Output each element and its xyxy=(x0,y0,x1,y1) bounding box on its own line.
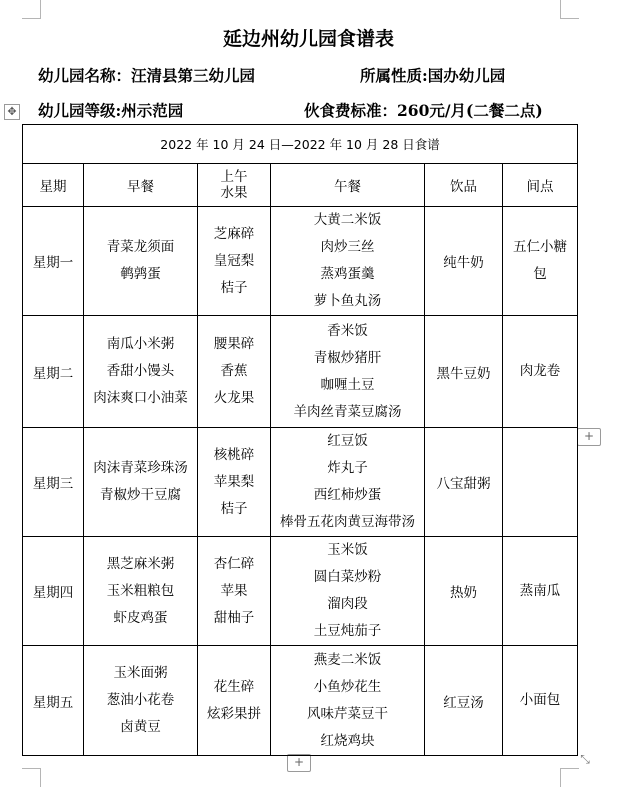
lunch-cell: 红豆饭 炸丸子 西红柿炒蛋 棒骨五花肉黄豆海带汤 xyxy=(271,428,425,537)
header-lunch: 午餐 xyxy=(271,164,425,207)
breakfast-cell: 玉米面粥 葱油小花卷 卤黄豆 xyxy=(84,646,198,756)
header-fruit: 上午 水果 xyxy=(198,164,271,207)
lunch-cell: 大黄二米饭 肉炒三丝 蒸鸡蛋羹 萝卜鱼丸汤 xyxy=(271,207,425,316)
page-corner-mark xyxy=(22,0,41,19)
meal-fee-standard: 伙食费标准：260元/月(二餐二点) xyxy=(304,101,543,120)
breakfast-cell: 南瓜小米粥 香甜小馒头 肉沫爽口小油菜 xyxy=(84,316,198,428)
kindergarten-level: 幼儿园等级:州示范园 xyxy=(38,101,184,120)
fruit-cell: 腰果碎 香蕉 火龙果 xyxy=(198,316,271,428)
snack-cell: 蒸南瓜 xyxy=(503,537,578,646)
table-row xyxy=(23,537,578,646)
day-cell: 星期五 xyxy=(23,646,84,756)
page-corner-mark xyxy=(560,768,579,787)
lunch-cell: 玉米饭 圆白菜炒粉 溜肉段 土豆炖茄子 xyxy=(271,537,425,646)
snack-cell xyxy=(503,428,578,537)
table-move-handle-icon[interactable]: ✥ xyxy=(4,104,20,120)
header-drink: 饮品 xyxy=(425,164,503,207)
table-row xyxy=(23,207,578,316)
day-cell: 星期一 xyxy=(23,207,84,316)
menu-period: 2022 年 10 月 24 日—2022 年 10 月 28 日食谱 xyxy=(23,125,578,164)
snack-cell: 五仁小糖 包 xyxy=(503,207,578,316)
header-day: 星期 xyxy=(23,164,84,207)
breakfast-cell: 肉沫青菜珍珠汤 青椒炒干豆腐 xyxy=(84,428,198,537)
snack-cell: 小面包 xyxy=(503,646,578,756)
drink-cell: 热奶 xyxy=(425,537,503,646)
page-corner-mark xyxy=(22,768,41,787)
drink-cell: 八宝甜粥 xyxy=(425,428,503,537)
fruit-cell: 核桃碎 苹果梨 桔子 xyxy=(198,428,271,537)
drink-cell: 纯牛奶 xyxy=(425,207,503,316)
page-corner-mark xyxy=(560,0,579,19)
add-column-button[interactable]: + xyxy=(577,428,601,446)
day-cell: 星期三 xyxy=(23,428,84,537)
snack-cell: 肉龙卷 xyxy=(503,316,578,428)
lunch-cell: 燕麦二米饭 小鱼炒花生 风味芹菜豆干 红烧鸡块 xyxy=(271,646,425,756)
kindergarten-name: 幼儿园名称：汪清县第三幼儿园 xyxy=(38,66,256,85)
fruit-cell: 杏仁碎 苹果 甜柚子 xyxy=(198,537,271,646)
header-snack: 间点 xyxy=(503,164,578,207)
add-row-button[interactable]: + xyxy=(287,754,311,772)
fruit-cell: 芝麻碎 皇冠梨 桔子 xyxy=(198,207,271,316)
fruit-cell: 花生碎 炫彩果拼 xyxy=(198,646,271,756)
drink-cell: 黑牛豆奶 xyxy=(425,316,503,428)
document-title: 延边州幼儿园食谱表 xyxy=(222,28,394,50)
kindergarten-nature: 所属性质:国办幼儿园 xyxy=(360,66,506,85)
drink-cell: 红豆汤 xyxy=(425,646,503,756)
menu-table xyxy=(22,124,578,756)
table-row xyxy=(23,316,578,428)
lunch-cell: 香米饭 青椒炒猪肝 咖喱土豆 羊肉丝青菜豆腐汤 xyxy=(271,316,425,428)
header-breakfast: 早餐 xyxy=(84,164,198,207)
day-cell: 星期二 xyxy=(23,316,84,428)
table-row xyxy=(23,428,578,537)
day-cell: 星期四 xyxy=(23,537,84,646)
header-row xyxy=(23,164,578,207)
table-resize-icon[interactable]: ⤡ xyxy=(580,752,590,766)
breakfast-cell: 青菜龙须面 鹌鹑蛋 xyxy=(84,207,198,316)
table-row xyxy=(23,646,578,756)
breakfast-cell: 黑芝麻米粥 玉米粗粮包 虾皮鸡蛋 xyxy=(84,537,198,646)
